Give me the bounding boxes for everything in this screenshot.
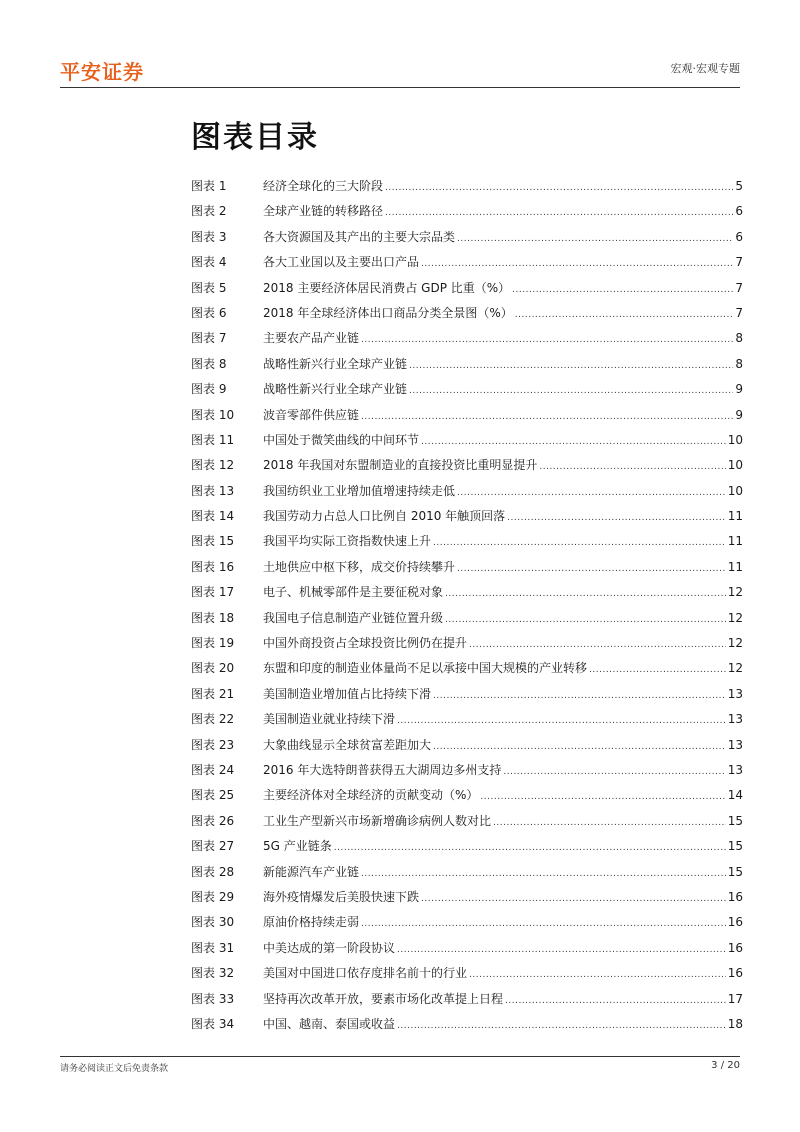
- toc-entry-label: 图表 28: [191, 864, 235, 879]
- toc-entry-label: 图表 10: [191, 407, 235, 422]
- toc-dot-leader: [505, 989, 726, 1014]
- toc-entry-title: 大象曲线显示全球贫富差距加大: [263, 737, 432, 752]
- section-label: 宏观·宏观专题: [670, 62, 740, 75]
- toc-dot-leader: [421, 887, 726, 912]
- toc-entry-title: 中国外商投资占全球投资比例仍在提升: [263, 636, 468, 651]
- toc-dot-leader: [480, 785, 725, 810]
- toc-entry-label: 图表 18: [191, 610, 235, 625]
- toc-entry[interactable]: [191, 834, 743, 859]
- toc-dot-leader: [397, 709, 726, 734]
- company-logo: 平安证券: [60, 60, 144, 84]
- toc-dot-leader: [361, 328, 733, 353]
- toc-entry-page: 8: [735, 331, 743, 346]
- toc-entry-label: 图表 15: [191, 534, 235, 549]
- toc-entry-label: 图表 1: [191, 179, 227, 193]
- toc-entry[interactable]: [191, 326, 743, 351]
- toc-entry-title: 2016 年大选特朗普获得五大湖周边多州支持: [263, 762, 502, 777]
- toc-dot-leader: [457, 557, 726, 582]
- toc-entry-label: 图表 6: [191, 305, 227, 320]
- toc-dot-leader: [397, 1014, 726, 1039]
- page-number: 3 / 20: [711, 1060, 740, 1071]
- toc-entry[interactable]: [191, 504, 743, 529]
- toc-entry-label: 图表 20: [191, 661, 235, 676]
- toc-dot-leader: [334, 836, 726, 861]
- toc-dot-leader: [409, 379, 733, 404]
- toc-entry-title: 2018 年我国对东盟制造业的直接投资比重明显提升: [263, 458, 538, 473]
- toc-entry-title: 主要农产品产业链: [263, 331, 360, 346]
- header-divider: [60, 87, 740, 88]
- toc-entry-label: 图表 16: [191, 559, 235, 574]
- toc-entry-page: 13: [727, 737, 743, 752]
- toc-entry-title: 战略性新兴行业全球产业链: [263, 356, 408, 371]
- toc-entry-page: 10: [727, 483, 743, 498]
- toc-entry-page: 7: [735, 280, 743, 295]
- toc-entry-title: 经济全球化的三大阶段: [263, 179, 384, 193]
- toc-dot-leader: [409, 354, 733, 379]
- toc-entry-label: 图表 32: [191, 966, 235, 981]
- toc-entry-title: 电子、机械零部件是主要征税对象: [263, 585, 444, 600]
- toc-entry-title: 新能源汽车产业链: [263, 864, 360, 879]
- toc-entry-label: 图表 2: [191, 204, 227, 219]
- page-title: 图表目录: [191, 120, 319, 155]
- toc-entry-label: 图表 29: [191, 889, 235, 904]
- toc-entry-label: 图表 30: [191, 915, 235, 930]
- toc-entry[interactable]: [191, 910, 743, 935]
- toc-dot-leader: [512, 278, 733, 303]
- toc-entry-page: 15: [727, 864, 743, 879]
- toc-entry-title: 战略性新兴行业全球产业链: [263, 382, 408, 397]
- toc-entry[interactable]: [191, 783, 743, 808]
- toc-entry[interactable]: [191, 225, 743, 250]
- toc-entry-label: 图表 8: [191, 356, 227, 371]
- toc-dot-leader: [507, 506, 726, 531]
- toc-entry[interactable]: [191, 707, 743, 732]
- toc-entry[interactable]: [191, 529, 743, 554]
- toc-dot-leader: [445, 582, 726, 607]
- toc-entry-page: 15: [727, 839, 743, 854]
- toc-entry-page: 15: [727, 813, 743, 828]
- toc-dot-leader: [445, 608, 726, 633]
- toc-dot-leader: [503, 760, 725, 785]
- toc-entry-label: 图表 33: [191, 991, 235, 1006]
- toc-dot-leader: [589, 658, 726, 683]
- toc-entry-label: 图表 9: [191, 382, 227, 397]
- page-header: [60, 52, 740, 88]
- toc-entry-title: 美国制造业就业持续下滑: [263, 712, 396, 727]
- toc-entry-page: 8: [735, 356, 743, 371]
- toc-entry-label: 图表 23: [191, 737, 235, 752]
- toc-entry[interactable]: [191, 885, 743, 910]
- toc-dot-leader: [361, 862, 726, 887]
- toc-entry-page: 11: [727, 534, 743, 549]
- toc-entry-page: 11: [727, 559, 743, 574]
- toc-entry-title: 中美达成的第一阶段协议: [263, 940, 396, 955]
- toc-entry-title: 波音零部件供应链: [263, 407, 360, 422]
- toc-entry[interactable]: [191, 377, 743, 402]
- toc-entry-title: 2018 主要经济体居民消费占 GDP 比重（%）: [263, 280, 511, 295]
- toc-entry[interactable]: [191, 631, 743, 656]
- toc-dot-leader: [421, 252, 733, 277]
- footer-divider: [60, 1056, 740, 1057]
- toc-dot-leader: [385, 176, 733, 201]
- toc-entry-label: 图表 24: [191, 762, 235, 777]
- toc-entry-title: 原油价格持续走弱: [263, 915, 360, 930]
- toc-dot-leader: [397, 938, 726, 963]
- toc-entry-page: 7: [735, 255, 743, 270]
- toc-entry-label: 图表 11: [191, 432, 235, 447]
- toc-entry-title: 5G 产业链条: [263, 839, 332, 854]
- toc-entry[interactable]: [191, 809, 743, 834]
- toc-entry-label: 图表 17: [191, 585, 235, 600]
- toc-entry[interactable]: [191, 276, 743, 301]
- toc-entry[interactable]: [191, 987, 743, 1012]
- toc-entry-page: 17: [727, 991, 743, 1006]
- toc-entry-label: 图表 34: [191, 1016, 235, 1031]
- toc-entry-page: 14: [727, 788, 743, 803]
- toc-entry-label: 图表 19: [191, 636, 235, 651]
- toc-entry-label: 图表 22: [191, 712, 235, 727]
- toc-entry-page: 16: [727, 940, 743, 955]
- toc-dot-leader: [433, 684, 726, 709]
- toc-entry-page: 13: [727, 762, 743, 777]
- toc-entry-page: 11: [727, 509, 743, 524]
- toc-entry-label: 图表 5: [191, 280, 227, 295]
- toc-entry-page: 12: [727, 661, 743, 676]
- toc-dot-leader: [361, 912, 726, 937]
- toc-entry-page: 9: [735, 407, 743, 422]
- toc-entry-page: 12: [727, 585, 743, 600]
- toc-dot-leader: [539, 455, 725, 480]
- toc-entry-title: 主要经济体对全球经济的贡献变动（%）: [263, 788, 479, 803]
- toc-entry[interactable]: [191, 580, 743, 605]
- toc-dot-leader: [457, 481, 726, 506]
- toc-entry-label: 图表 27: [191, 839, 235, 854]
- toc-entry[interactable]: [191, 1012, 743, 1037]
- toc-entry-page: 13: [727, 686, 743, 701]
- toc-entry-title: 我国纺织业工业增加值增速持续走低: [263, 483, 456, 498]
- toc-entry-page: 18: [727, 1016, 743, 1031]
- toc-entry-label: 图表 4: [191, 255, 227, 270]
- toc-dot-leader: [457, 227, 733, 252]
- toc-entry[interactable]: [191, 606, 743, 631]
- toc-entry-page: 9: [735, 382, 743, 397]
- toc-entry-page: 6: [735, 229, 743, 244]
- toc-dot-leader: [493, 811, 726, 836]
- toc-entry-title: 工业生产型新兴市场新增确诊病例人数对比: [263, 813, 492, 828]
- toc-entry-title: 我国电子信息制造产业链位置升级: [263, 610, 444, 625]
- footer-disclaimer: 请务必阅读正文后免责条款: [60, 1064, 169, 1074]
- toc-dot-leader: [433, 735, 726, 760]
- toc-dot-leader: [469, 633, 726, 658]
- toc-entry-label: 图表 31: [191, 940, 235, 955]
- toc-entry-label: 图表 25: [191, 788, 235, 803]
- toc-entry[interactable]: [191, 428, 743, 453]
- toc-entry-title: 中国、越南、泰国或收益: [263, 1016, 396, 1031]
- toc-entry-page: 6: [735, 204, 743, 219]
- toc-entry[interactable]: [191, 250, 743, 275]
- toc-entry[interactable]: [191, 479, 743, 504]
- toc-entry[interactable]: [191, 656, 743, 681]
- figure-table-of-contents: [191, 174, 743, 1037]
- toc-entry-title: 美国对中国进口依存度排名前十的行业: [263, 966, 468, 981]
- toc-entry-page: 16: [727, 966, 743, 981]
- toc-entry-label: 图表 13: [191, 483, 235, 498]
- toc-entry-title: 海外疫情爆发后美股快速下跌: [263, 889, 420, 904]
- toc-dot-leader: [433, 531, 726, 556]
- toc-entry[interactable]: [191, 453, 743, 478]
- toc-entry[interactable]: [191, 352, 743, 377]
- toc-entry-page: 16: [727, 889, 743, 904]
- toc-entry-page: 13: [727, 712, 743, 727]
- toc-entry-page: 12: [727, 610, 743, 625]
- toc-entry[interactable]: [191, 860, 743, 885]
- toc-entry-title: 全球产业链的转移路径: [263, 204, 384, 219]
- toc-entry[interactable]: [191, 961, 743, 986]
- toc-entry[interactable]: [191, 733, 743, 758]
- toc-entry[interactable]: [191, 682, 743, 707]
- toc-entry-label: 图表 7: [191, 331, 227, 346]
- toc-entry-page: 16: [727, 915, 743, 930]
- toc-entry[interactable]: [191, 758, 743, 783]
- toc-entry-title: 中国处于微笑曲线的中间环节: [263, 432, 420, 447]
- toc-entry-page: 5: [735, 179, 743, 193]
- toc-entry-title: 各大工业国以及主要出口产品: [263, 255, 420, 270]
- toc-entry-page: 10: [727, 432, 743, 447]
- toc-dot-leader: [385, 201, 733, 226]
- toc-entry-label: 图表 12: [191, 458, 235, 473]
- toc-entry-title: 各大资源国及其产出的主要大宗品类: [263, 229, 456, 244]
- toc-entry-label: 图表 26: [191, 813, 235, 828]
- toc-entry-label: 图表 3: [191, 229, 227, 244]
- toc-entry[interactable]: [191, 555, 743, 580]
- toc-dot-leader: [421, 430, 726, 455]
- toc-dot-leader: [469, 963, 726, 988]
- toc-dot-leader: [515, 303, 734, 328]
- toc-entry-label: 图表 14: [191, 509, 235, 524]
- toc-entry-title: 美国制造业增加值占比持续下滑: [263, 686, 432, 701]
- toc-entry-page: 7: [735, 305, 743, 320]
- toc-entry-title: 我国平均实际工资指数快速上升: [263, 534, 432, 549]
- toc-dot-leader: [361, 405, 733, 430]
- toc-entry-title: 坚持再次改革开放，要素市场化改革提上日程: [263, 991, 504, 1006]
- toc-entry-title: 我国劳动力占总人口比例自 2010 年触顶回落: [263, 509, 506, 524]
- toc-entry-title: 2018 年全球经济体出口商品分类全景图（%）: [263, 305, 513, 320]
- toc-entry[interactable]: [191, 301, 743, 326]
- toc-entry-title: 土地供应中枢下移，成交价持续攀升: [263, 559, 456, 574]
- toc-entry[interactable]: [191, 936, 743, 961]
- toc-entry[interactable]: [191, 403, 743, 428]
- toc-entry-label: 图表 21: [191, 686, 235, 701]
- toc-entry[interactable]: [191, 174, 743, 199]
- toc-entry[interactable]: [191, 199, 743, 224]
- toc-entry-page: 12: [727, 636, 743, 651]
- toc-entry-title: 东盟和印度的制造业体量尚不足以承接中国大规模的产业转移: [263, 661, 588, 676]
- toc-entry-page: 10: [727, 458, 743, 473]
